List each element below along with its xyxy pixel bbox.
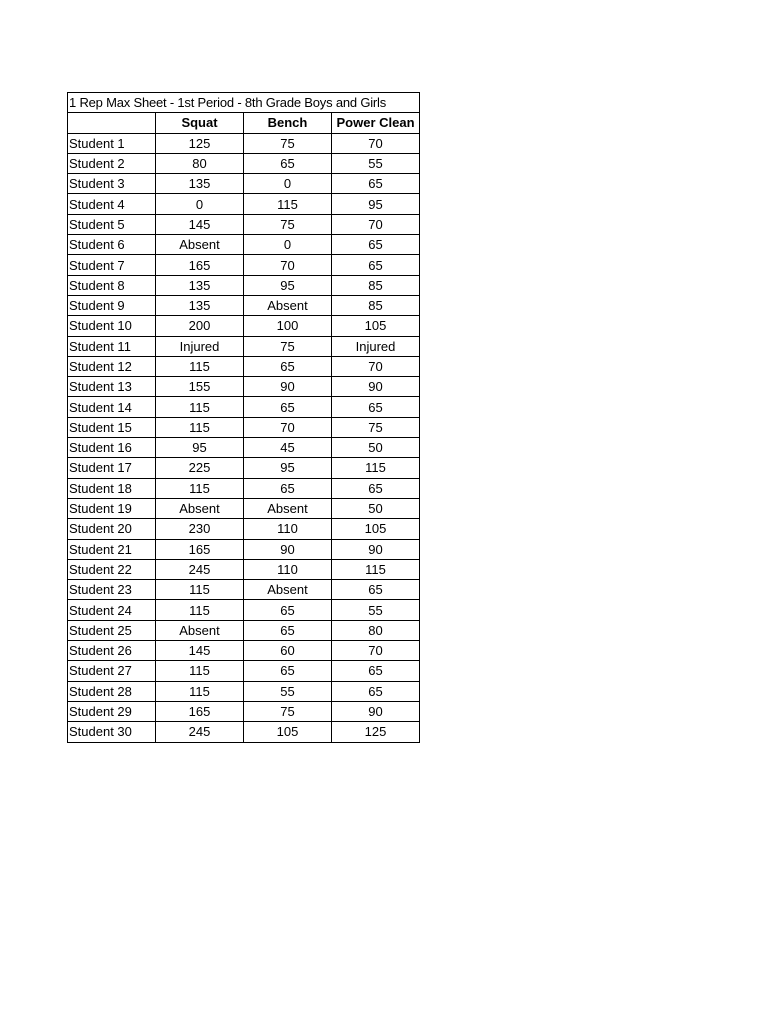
squat-cell: 245 xyxy=(156,559,244,579)
squat-cell: 145 xyxy=(156,214,244,234)
bench-cell: 90 xyxy=(244,539,332,559)
student-name-cell: Student 28 xyxy=(68,681,156,701)
table-row xyxy=(68,620,420,640)
bench-cell: 65 xyxy=(244,153,332,173)
table-row xyxy=(68,417,420,437)
bench-cell: 45 xyxy=(244,438,332,458)
squat-cell: 200 xyxy=(156,316,244,336)
squat-cell: 155 xyxy=(156,377,244,397)
student-name-cell: Student 29 xyxy=(68,701,156,721)
bench-cell: 75 xyxy=(244,133,332,153)
student-name-cell: Student 6 xyxy=(68,235,156,255)
table-row xyxy=(68,661,420,681)
power-clean-cell: 125 xyxy=(332,722,420,742)
squat-cell: 115 xyxy=(156,478,244,498)
bench-cell: 65 xyxy=(244,397,332,417)
bench-cell: 60 xyxy=(244,641,332,661)
power-clean-cell: 105 xyxy=(332,316,420,336)
bench-cell: Absent xyxy=(244,295,332,315)
table-row xyxy=(68,194,420,214)
student-name-cell: Student 8 xyxy=(68,275,156,295)
student-name-cell: Student 4 xyxy=(68,194,156,214)
table-row xyxy=(68,498,420,518)
table-row xyxy=(68,600,420,620)
student-name-cell: Student 21 xyxy=(68,539,156,559)
student-name-cell: Student 19 xyxy=(68,498,156,518)
table-row xyxy=(68,539,420,559)
squat-cell: 165 xyxy=(156,255,244,275)
header-bench: Bench xyxy=(244,113,332,133)
bench-cell: 65 xyxy=(244,478,332,498)
table-row xyxy=(68,295,420,315)
power-clean-cell: 90 xyxy=(332,701,420,721)
bench-cell: 75 xyxy=(244,214,332,234)
student-name-cell: Student 27 xyxy=(68,661,156,681)
header-row xyxy=(68,113,420,133)
squat-cell: 135 xyxy=(156,275,244,295)
squat-cell: 115 xyxy=(156,600,244,620)
power-clean-cell: 90 xyxy=(332,377,420,397)
squat-cell: 115 xyxy=(156,397,244,417)
bench-cell: Absent xyxy=(244,580,332,600)
student-name-cell: Student 10 xyxy=(68,316,156,336)
squat-cell: 135 xyxy=(156,174,244,194)
power-clean-cell: 70 xyxy=(332,356,420,376)
power-clean-cell: 70 xyxy=(332,641,420,661)
power-clean-cell: 65 xyxy=(332,235,420,255)
table-row xyxy=(68,153,420,173)
header-squat: Squat xyxy=(156,113,244,133)
student-name-cell: Student 5 xyxy=(68,214,156,234)
power-clean-cell: 80 xyxy=(332,620,420,640)
power-clean-cell: 50 xyxy=(332,498,420,518)
power-clean-cell: 70 xyxy=(332,214,420,234)
power-clean-cell: 65 xyxy=(332,478,420,498)
student-name-cell: Student 23 xyxy=(68,580,156,600)
bench-cell: 95 xyxy=(244,458,332,478)
squat-cell: 165 xyxy=(156,701,244,721)
squat-cell: 125 xyxy=(156,133,244,153)
power-clean-cell: 65 xyxy=(332,681,420,701)
power-clean-cell: 115 xyxy=(332,458,420,478)
table-row xyxy=(68,478,420,498)
sheet-title: 1 Rep Max Sheet - 1st Period - 8th Grade Boys and Girls xyxy=(68,93,420,113)
title-row xyxy=(68,93,420,113)
table-row xyxy=(68,701,420,721)
table-row xyxy=(68,722,420,742)
power-clean-cell: 85 xyxy=(332,295,420,315)
student-name-cell: Student 12 xyxy=(68,356,156,376)
power-clean-cell: 75 xyxy=(332,417,420,437)
squat-cell: 115 xyxy=(156,580,244,600)
squat-cell: 135 xyxy=(156,295,244,315)
table-row xyxy=(68,519,420,539)
student-name-cell: Student 15 xyxy=(68,417,156,437)
bench-cell: 95 xyxy=(244,275,332,295)
table-row xyxy=(68,255,420,275)
squat-cell: Absent xyxy=(156,498,244,518)
power-clean-cell: 70 xyxy=(332,133,420,153)
student-name-cell: Student 25 xyxy=(68,620,156,640)
bench-cell: 65 xyxy=(244,356,332,376)
power-clean-cell: 105 xyxy=(332,519,420,539)
bench-cell: 65 xyxy=(244,661,332,681)
squat-cell: 245 xyxy=(156,722,244,742)
table-row xyxy=(68,438,420,458)
power-clean-cell: 65 xyxy=(332,255,420,275)
squat-cell: Injured xyxy=(156,336,244,356)
bench-cell: 90 xyxy=(244,377,332,397)
power-clean-cell: 55 xyxy=(332,600,420,620)
table-row xyxy=(68,559,420,579)
bench-cell: 110 xyxy=(244,519,332,539)
student-name-cell: Student 24 xyxy=(68,600,156,620)
bench-cell: 0 xyxy=(244,235,332,255)
table-row xyxy=(68,336,420,356)
power-clean-cell: 85 xyxy=(332,275,420,295)
table-row xyxy=(68,356,420,376)
student-name-cell: Student 18 xyxy=(68,478,156,498)
table-row xyxy=(68,214,420,234)
bench-cell: 110 xyxy=(244,559,332,579)
squat-cell: 165 xyxy=(156,539,244,559)
squat-cell: Absent xyxy=(156,620,244,640)
power-clean-cell: 90 xyxy=(332,539,420,559)
bench-cell: 75 xyxy=(244,701,332,721)
student-name-cell: Student 11 xyxy=(68,336,156,356)
power-clean-cell: 65 xyxy=(332,580,420,600)
table-row xyxy=(68,235,420,255)
header-name-cell xyxy=(68,113,156,133)
student-name-cell: Student 17 xyxy=(68,458,156,478)
student-name-cell: Student 14 xyxy=(68,397,156,417)
squat-cell: 115 xyxy=(156,661,244,681)
table-row xyxy=(68,377,420,397)
power-clean-cell: 115 xyxy=(332,559,420,579)
header-power-clean: Power Clean xyxy=(332,113,420,133)
student-name-cell: Student 3 xyxy=(68,174,156,194)
power-clean-cell: 65 xyxy=(332,661,420,681)
bench-cell: 65 xyxy=(244,600,332,620)
power-clean-cell: Injured xyxy=(332,336,420,356)
student-name-cell: Student 9 xyxy=(68,295,156,315)
bench-cell: 115 xyxy=(244,194,332,214)
power-clean-cell: 50 xyxy=(332,438,420,458)
student-name-cell: Student 26 xyxy=(68,641,156,661)
power-clean-cell: 95 xyxy=(332,194,420,214)
squat-cell: 95 xyxy=(156,438,244,458)
squat-cell: Absent xyxy=(156,235,244,255)
student-name-cell: Student 20 xyxy=(68,519,156,539)
student-name-cell: Student 2 xyxy=(68,153,156,173)
student-name-cell: Student 7 xyxy=(68,255,156,275)
power-clean-cell: 65 xyxy=(332,174,420,194)
student-name-cell: Student 22 xyxy=(68,559,156,579)
bench-cell: Absent xyxy=(244,498,332,518)
bench-cell: 55 xyxy=(244,681,332,701)
rep-max-table xyxy=(67,92,420,743)
table-row xyxy=(68,133,420,153)
bench-cell: 70 xyxy=(244,417,332,437)
squat-cell: 115 xyxy=(156,417,244,437)
table-row xyxy=(68,580,420,600)
squat-cell: 0 xyxy=(156,194,244,214)
squat-cell: 225 xyxy=(156,458,244,478)
table-row xyxy=(68,458,420,478)
bench-cell: 100 xyxy=(244,316,332,336)
bench-cell: 75 xyxy=(244,336,332,356)
squat-cell: 115 xyxy=(156,681,244,701)
student-name-cell: Student 13 xyxy=(68,377,156,397)
table-row xyxy=(68,174,420,194)
bench-cell: 105 xyxy=(244,722,332,742)
table-row xyxy=(68,641,420,661)
table-row xyxy=(68,397,420,417)
power-clean-cell: 65 xyxy=(332,397,420,417)
squat-cell: 145 xyxy=(156,641,244,661)
squat-cell: 80 xyxy=(156,153,244,173)
table-row xyxy=(68,316,420,336)
power-clean-cell: 55 xyxy=(332,153,420,173)
bench-cell: 65 xyxy=(244,620,332,640)
bench-cell: 70 xyxy=(244,255,332,275)
squat-cell: 115 xyxy=(156,356,244,376)
student-name-cell: Student 30 xyxy=(68,722,156,742)
squat-cell: 230 xyxy=(156,519,244,539)
table-row xyxy=(68,275,420,295)
student-name-cell: Student 16 xyxy=(68,438,156,458)
student-name-cell: Student 1 xyxy=(68,133,156,153)
bench-cell: 0 xyxy=(244,174,332,194)
table-row xyxy=(68,681,420,701)
